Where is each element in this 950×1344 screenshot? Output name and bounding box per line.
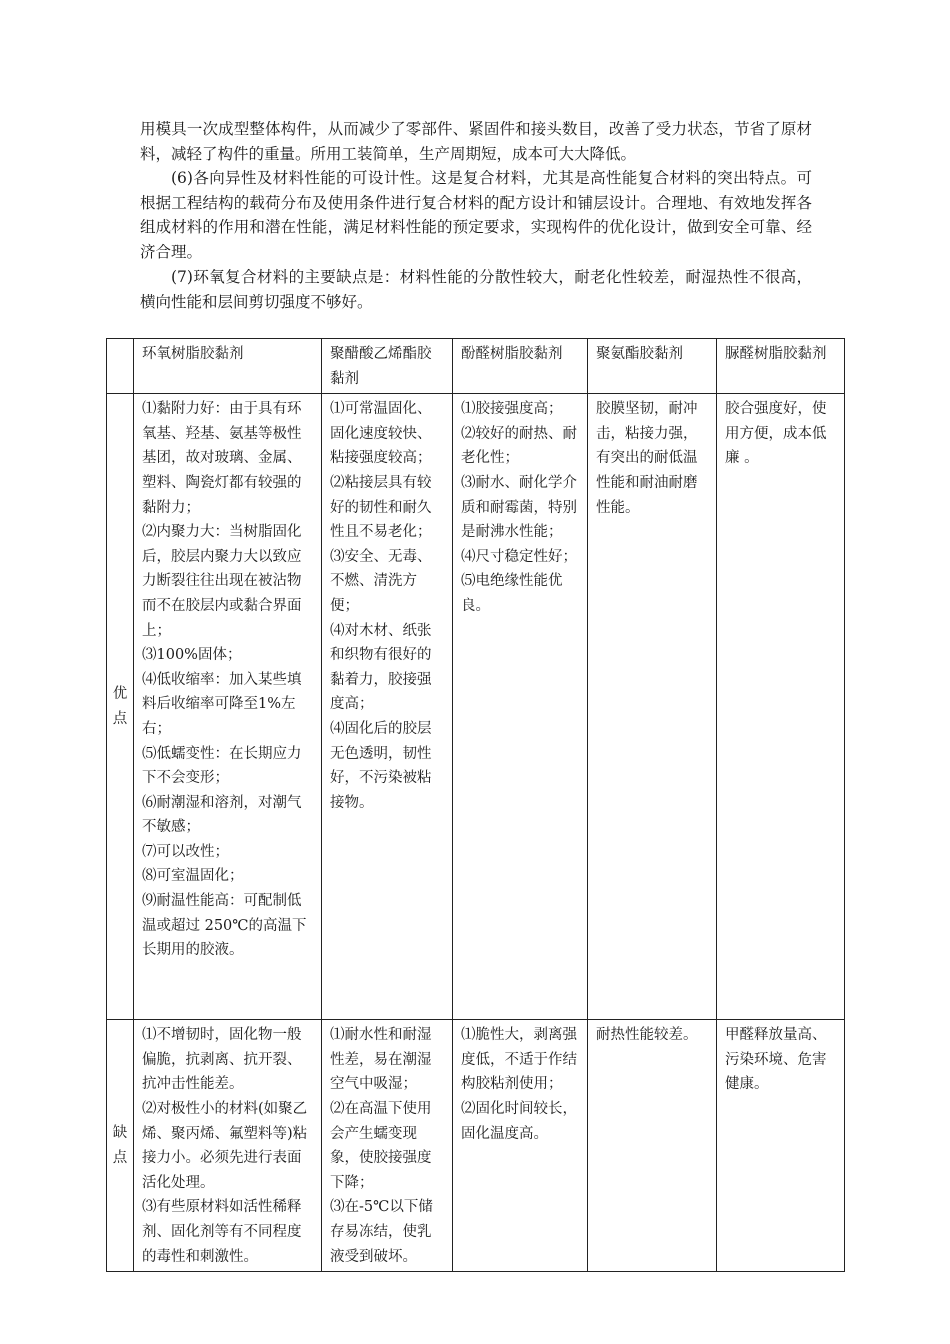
cell-item: ⑵较好的耐热、耐老化性；	[461, 425, 577, 467]
row-label-cons: 缺点	[107, 1020, 134, 1272]
cons-phenolic-cell	[453, 1020, 588, 1272]
cell-item: ⑷尺寸稳定性好；	[461, 548, 577, 565]
cell-item: ⑴胶接强度高；	[461, 401, 563, 418]
cell-item: ⑸电绝缘性能优良。	[461, 573, 563, 614]
cell-item: ⑴可常温固化、固化速度较快、粘接强度较高；	[330, 401, 432, 467]
cell-item: ⑹耐潮湿和溶剂，对潮气不敏感；	[142, 794, 302, 836]
cell-item: ⑵固化时间较长，固化温度高。	[461, 1100, 577, 1142]
adhesive-comparison-table	[106, 338, 845, 1272]
cell-item: ⑴耐水性和耐湿性差，易在潮湿空气中吸湿；	[330, 1027, 432, 1093]
cell-item: ⑵粘接层具有较好的韧性和耐久性且不易老化；	[330, 474, 432, 541]
cell-item: ⑵在高温下使用会产生蠕变现象，使胶接强度下降；	[330, 1100, 432, 1191]
cons-urea-cell	[717, 1020, 845, 1272]
cell-item: ⑶安全、无毒、不燃、清洗方便；	[330, 548, 432, 614]
cell-item: 胶合强度好，使用方便，成本低廉 。	[725, 401, 827, 467]
header-pvac: 聚醋酸乙烯酯胶黏剂	[322, 339, 453, 394]
cell-item: ⑷低收缩率：加入某些填料后收缩率可降至1%左右；	[142, 671, 302, 737]
header-urea-formaldehyde: 脲醛树脂胶黏剂	[717, 339, 845, 394]
row-label-pros: 优点	[107, 394, 134, 1020]
cell-item: ⑶100%固体；	[142, 647, 242, 664]
cell-item: 胶膜坚韧，耐冲击，粘接力强，有突出的耐低温性能和耐油耐磨性能。	[596, 401, 698, 516]
cell-item: ⑷固化后的胶层无色透明，韧性好，不污染被粘接物。	[330, 720, 432, 811]
pros-polyurethane-cell	[588, 394, 717, 1020]
cons-pvac-cell	[322, 1020, 453, 1272]
cell-item: ⑺可以改性；	[142, 843, 229, 860]
cons-polyurethane-cell	[588, 1020, 717, 1272]
cell-item: ⑶有些原材料如活性稀释剂、固化剂等有不同程度的毒性和刺激性。	[142, 1199, 302, 1265]
cell-item: ⑶在-5℃以下储存易冻结，使乳液受到破坏。	[330, 1199, 433, 1265]
cell-item: ⑸低蠕变性：在长期应力下不会变形；	[142, 745, 302, 787]
header-phenolic: 酚醛树脂胶黏剂	[453, 339, 588, 394]
cell-item: ⑻可室温固化；	[142, 868, 244, 885]
cell-item: ⑶耐水、耐化学介质和耐霉菌，特别是耐沸水性能；	[461, 474, 577, 541]
cell-item: ⑴脆性大，剥离强度低，不适于作结构胶粘剂使用；	[461, 1027, 577, 1093]
pros-epoxy-cell	[134, 394, 322, 1020]
table-row-cons	[107, 1020, 845, 1272]
pros-urea-cell	[717, 394, 845, 1020]
cell-item: 耐热性能较差。	[596, 1027, 698, 1044]
header-polyurethane: 聚氨酯胶黏剂	[588, 339, 717, 394]
pros-pvac-cell	[322, 394, 453, 1020]
cons-epoxy-cell	[134, 1020, 322, 1272]
header-epoxy: 环氧树脂胶黏剂	[134, 339, 322, 394]
paragraph-2: (6)各向异性及材料性能的可设计性。这是复合材料，尤其是高性能复合材料的突出特点。可根据工程结构的载荷分布及使用条件进行复合材料的配方设计和铺层设计。合理地、有效地发挥各组成材料的作用和潜在性能，满足材料性能的预定要求，实现构件的优化设计，做到安全可靠、经济合理。	[140, 169, 812, 261]
paragraph-1: 用模具一次成型整体构件，从而减少了零部件、紧固件和接头数目，改善了受力状态，节省了原材料，减轻了构件的重量。所用工装简单，生产周期短，成本可大大降低。	[140, 120, 812, 163]
cell-item: ⑼耐温性能高：可配制低温或超过 250℃的高温下长期用的胶液。	[142, 893, 307, 959]
table-row-pros	[107, 394, 845, 1020]
cell-item: ⑵内聚力大：当树脂固化后，胶层内聚力大以致应力断裂往往出现在被沾物而不在胶层内或黏合界面上；	[142, 524, 302, 639]
pros-phenolic-cell	[453, 394, 588, 1020]
cell-item: ⑷对木材、纸张和织物有很好的黏着力，胶接强度高；	[330, 622, 432, 713]
cell-item: ⑴不增韧时，固化物一般偏脆，抗剥离、抗开裂、抗冲击性能差。	[142, 1027, 302, 1093]
cell-item: ⑵对极性小的材料(如聚乙烯、聚丙烯、氟塑料等)粘接力小。必须先进行表面活化处理。	[142, 1100, 308, 1191]
cell-item: ⑴黏附力好：由于具有环氧基、羟基、氨基等极性基团，故对玻璃、金属、塑料、陶瓷灯都有较强的黏附力；	[142, 401, 302, 516]
cell-item: 甲醛释放量高、污染环境、危害健康。	[725, 1027, 827, 1093]
paragraph-3: (7)环氧复合材料的主要缺点是：材料性能的分散性较大，耐老化性较差，耐湿热性不很高，横向性能和层间剪切强度不够好。	[140, 268, 812, 311]
table-header-row	[107, 339, 845, 394]
header-corner	[107, 339, 134, 394]
